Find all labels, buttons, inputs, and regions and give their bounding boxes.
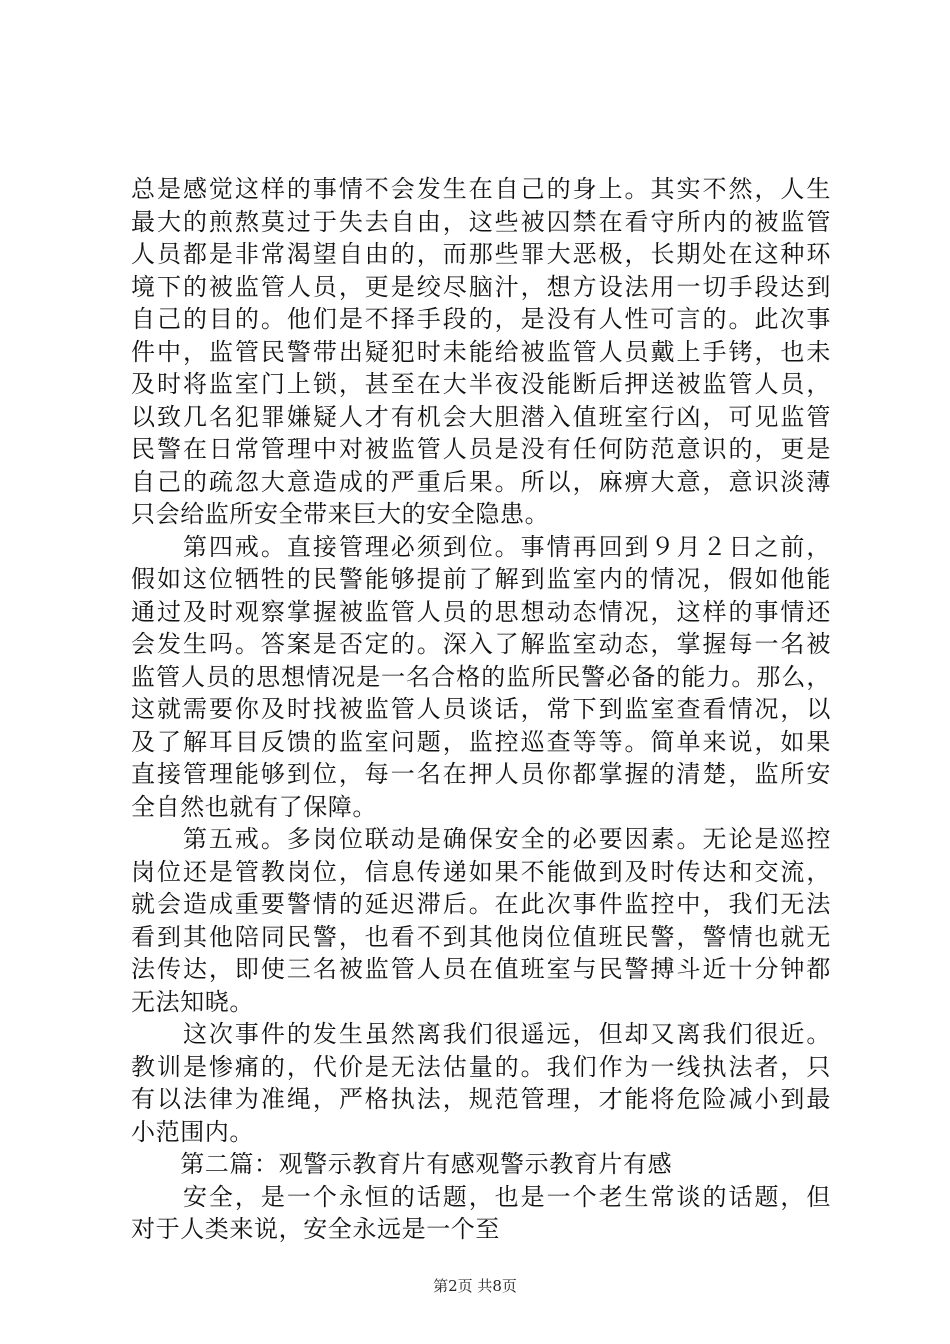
text-line: 无法知晓。 bbox=[131, 987, 254, 1016]
text-line: 境下的被监管人员，更是绞尽脑汁，想方设法用一切手段达到 bbox=[131, 272, 831, 301]
text-line: 假如这位牺牲的民警能够提前了解到监室内的情况，假如他能 bbox=[131, 565, 831, 593]
text-line: 看到其他陪同民警，也看不到其他岗位值班民警，警情也就无 bbox=[131, 922, 831, 951]
text-line: 件中，监管民警带出疑犯时未能给被监管人员戴上手铐，也未 bbox=[131, 337, 831, 366]
text-line: 自己的疏忽大意造成的严重后果。所以，麻痹大意，意识淡薄 bbox=[131, 467, 831, 496]
text-line: 第二篇：观警示教育片有感观警示教育片有感 bbox=[131, 1150, 673, 1178]
text-line: 第四戒。直接管理必须到位。事情再回到９月２日之前， bbox=[131, 532, 831, 561]
text-line: 通过及时观察掌握被监管人员的思想动态情况，这样的事情还 bbox=[131, 597, 831, 626]
text-line: 最大的煎熬莫过于失去自由，这些被囚禁在看守所内的被监管 bbox=[131, 207, 831, 236]
text-line: 及时将监室门上锁，甚至在大半夜没能断后押送被监管人员， bbox=[131, 370, 831, 398]
text-line: 以致几名犯罪嫌疑人才有机会大胆潜入值班室行凶，可见监管 bbox=[131, 402, 831, 431]
text-line: 自己的目的。他们是不择手段的，是没有人性可言的。此次事 bbox=[131, 305, 831, 333]
text-line: 就会造成重要警情的延迟滞后。在此次事件监控中，我们无法 bbox=[131, 890, 831, 918]
text-line: 会发生吗。答案是否定的。深入了解监室动态，掌握每一名被 bbox=[131, 630, 831, 658]
text-line: 小范围内。 bbox=[131, 1117, 254, 1146]
text-line: 这就需要你及时找被监管人员谈话，常下到监室查看情况，以 bbox=[131, 695, 831, 723]
text-line: 及了解耳目反馈的监室问题，监控巡查等等。简单来说，如果 bbox=[131, 727, 831, 756]
text-line: 对于人类来说，安全永远是一个至 bbox=[131, 1215, 500, 1243]
text-line: 第五戒。多岗位联动是确保安全的必要因素。无论是巡控 bbox=[131, 825, 831, 853]
document-body bbox=[131, 173, 831, 1246]
text-line: 直接管理能够到位，每一名在押人员你都掌握的清楚，监所安 bbox=[131, 760, 831, 788]
text-line: 民警在日常管理中对被监管人员是没有任何防范意识的，更是 bbox=[131, 435, 831, 463]
text-line: 有以法律为准绳，严格执法，规范管理，才能将危险减小到最 bbox=[131, 1085, 831, 1113]
text-line: 只会给监所安全带来巨大的安全隐患。 bbox=[131, 500, 550, 528]
text-line: 人员都是非常渴望自由的，而那些罪大恶极，长期处在这种环 bbox=[131, 240, 831, 268]
text-line: 岗位还是管教岗位，信息传递如果不能做到及时传达和交流， bbox=[131, 857, 831, 886]
text-line: 安全，是一个永恒的话题，也是一个老生常谈的话题，但 bbox=[131, 1182, 831, 1211]
text-line: 教训是惨痛的，代价是无法估量的。我们作为一线执法者，只 bbox=[131, 1052, 831, 1081]
text-line: 法传达，即使三名被监管人员在值班室与民警搏斗近十分钟都 bbox=[131, 955, 831, 983]
text-line: 全自然也就有了保障。 bbox=[131, 792, 377, 821]
text-line: 这次事件的发生虽然离我们很遥远，但却又离我们很近。 bbox=[131, 1020, 831, 1048]
page-footer: 第2页 共8页 bbox=[433, 1277, 517, 1295]
text-line: 监管人员的思想情况是一名合格的监所民警必备的能力。那么， bbox=[131, 662, 831, 691]
text-line: 总是感觉这样的事情不会发生在自己的身上。其实不然，人生 bbox=[131, 175, 831, 203]
